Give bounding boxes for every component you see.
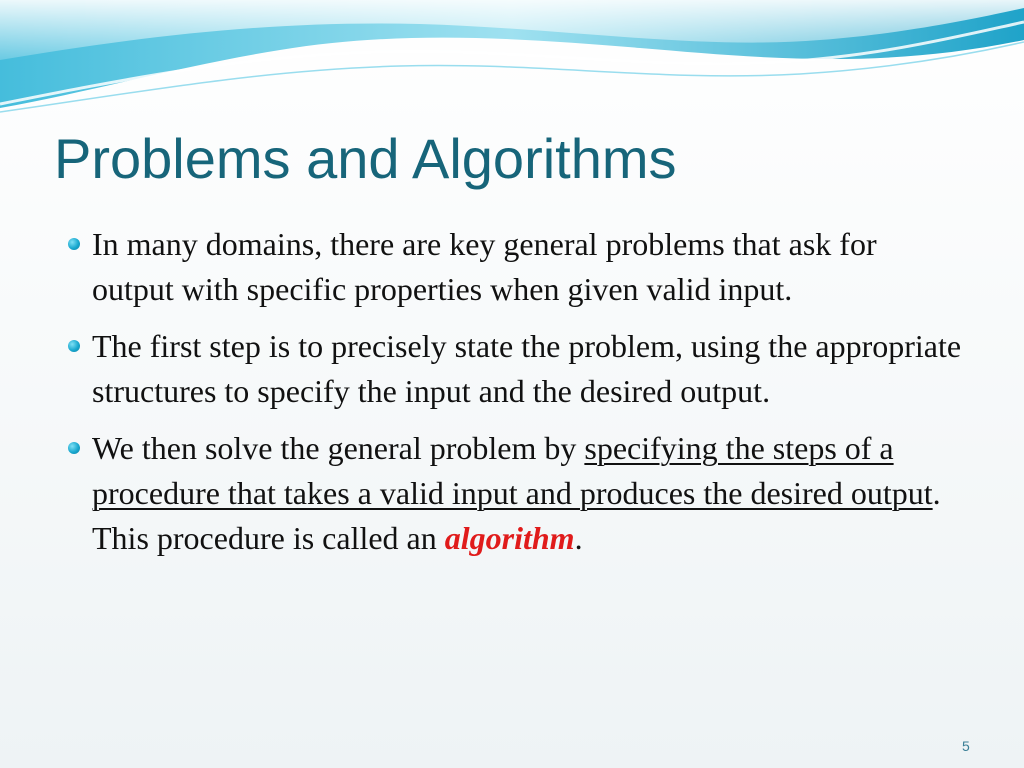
bullet-text: In many domains, there are key general problems that ask for output with specific properties when given valid input.: [92, 226, 877, 307]
page-number: 5: [962, 738, 970, 754]
bullet-underlined-phrase: specifying the steps of a procedure that takes a valid input and produces the desired output: [92, 430, 933, 511]
algorithm-keyword: algorithm: [444, 520, 575, 556]
bullet-item: [62, 222, 962, 312]
bullet-text-middle: . This procedure is called an: [92, 475, 941, 556]
slide-title: Problems and Algorithms: [54, 127, 677, 190]
header-wave-decoration: [0, 0, 1024, 120]
bullet-dot-icon: [68, 238, 80, 250]
bullet-dot-icon: [68, 442, 80, 454]
bullet-text-before: We then solve the general problem by: [92, 430, 585, 466]
bullet-item: [62, 324, 962, 414]
bullet-dot-icon: [68, 340, 80, 352]
bullet-list: [62, 222, 962, 573]
bullet-text-after: .: [574, 520, 583, 556]
bullet-item: [62, 426, 962, 561]
bullet-text: The first step is to precisely state the problem, using the appropriate structures to specify the input and the desired output.: [92, 328, 962, 409]
